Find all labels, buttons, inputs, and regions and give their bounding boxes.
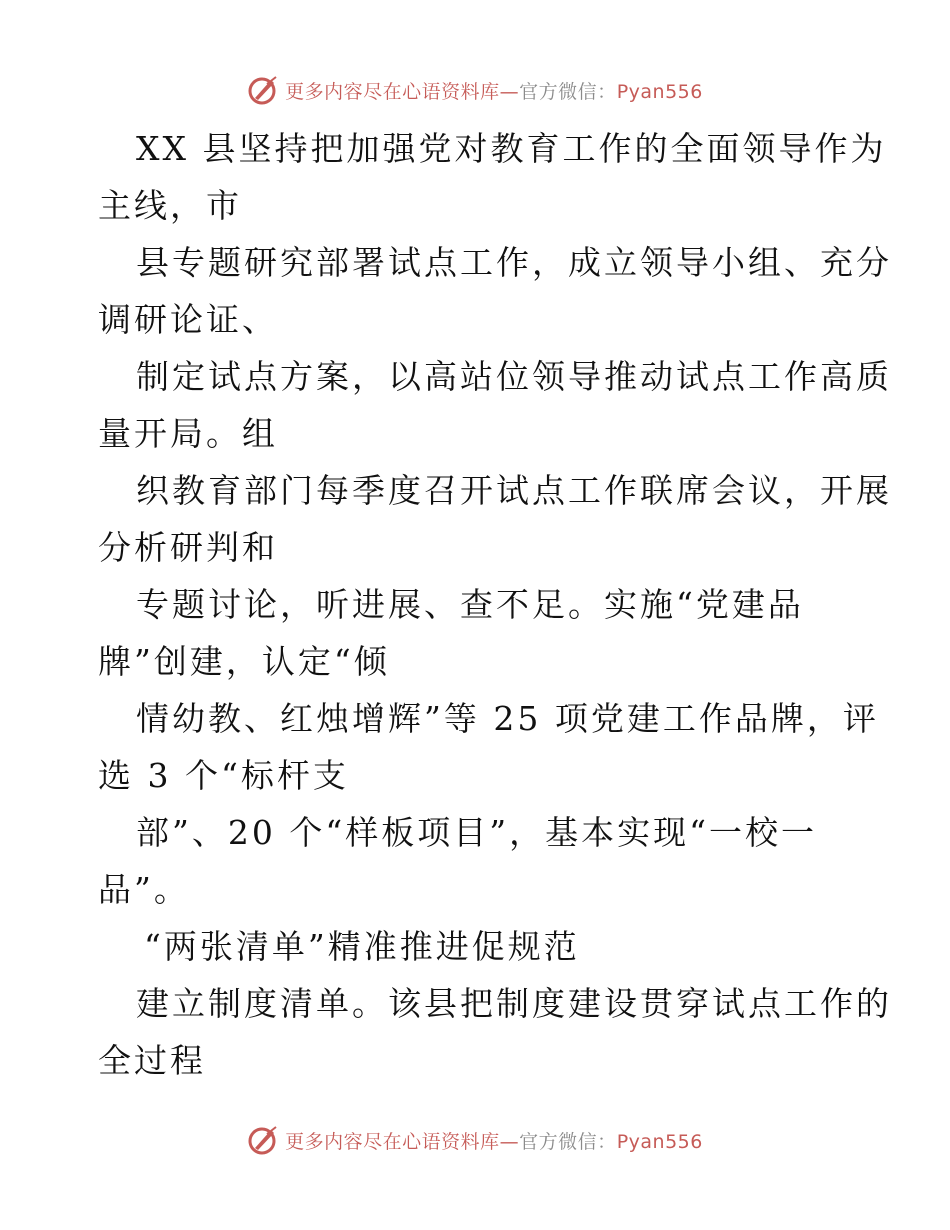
section-heading: “两张清单”精准推进促规范 (144, 927, 580, 966)
footer-watermark (0, 1122, 950, 1158)
paragraph-3-line-2: 量开局。组 (98, 414, 278, 453)
paragraph-3-line-1: 制定试点方案，以高站位领导推动试点工作高质 (136, 357, 892, 396)
paragraph-5-line-2: 牌”创建，认定“倾 (98, 642, 390, 681)
header-watermark (0, 72, 950, 108)
quill-logo-icon (247, 74, 279, 106)
quill-logo-icon (247, 1124, 279, 1156)
watermark-text: 更多内容尽在心语资料库—官方微信：Pyan556 (285, 1130, 703, 1153)
paragraph-6-line-1: 情幼教、红烛增辉”等 25 项党建工作品牌，评 (136, 699, 879, 738)
paragraph-5-line-1: 专题讨论，听进展、查不足。实施“党建品 (136, 585, 804, 624)
paragraph-6-line-2: 选 3 个“标杆支 (98, 756, 349, 795)
paragraph-8-line-2: 全过程 (98, 1041, 206, 1080)
document-body (98, 120, 892, 1089)
paragraph-4-line-2: 分析研判和 (98, 528, 278, 567)
paragraph-1-line-1: XX 县坚持把加强党对教育工作的全面领导作为 (136, 129, 887, 168)
paragraph-7-line-1: 部”、20 个“样板项目”，基本实现“一校一 (136, 813, 817, 852)
watermark-text: 更多内容尽在心语资料库—官方微信：Pyan556 (285, 80, 703, 103)
paragraph-1-line-2: 主线，市 (98, 186, 242, 225)
paragraph-4-line-1: 织教育部门每季度召开试点工作联席会议，开展 (136, 471, 892, 510)
paragraph-2-line-1: 县专题研究部署试点工作，成立领导小组、充分 (136, 243, 892, 282)
paragraph-2-line-2: 调研论证、 (98, 300, 278, 339)
paragraph-8-line-1: 建立制度清单。该县把制度建设贯穿试点工作的 (136, 984, 892, 1023)
paragraph-7-line-2: 品”。 (98, 870, 190, 909)
